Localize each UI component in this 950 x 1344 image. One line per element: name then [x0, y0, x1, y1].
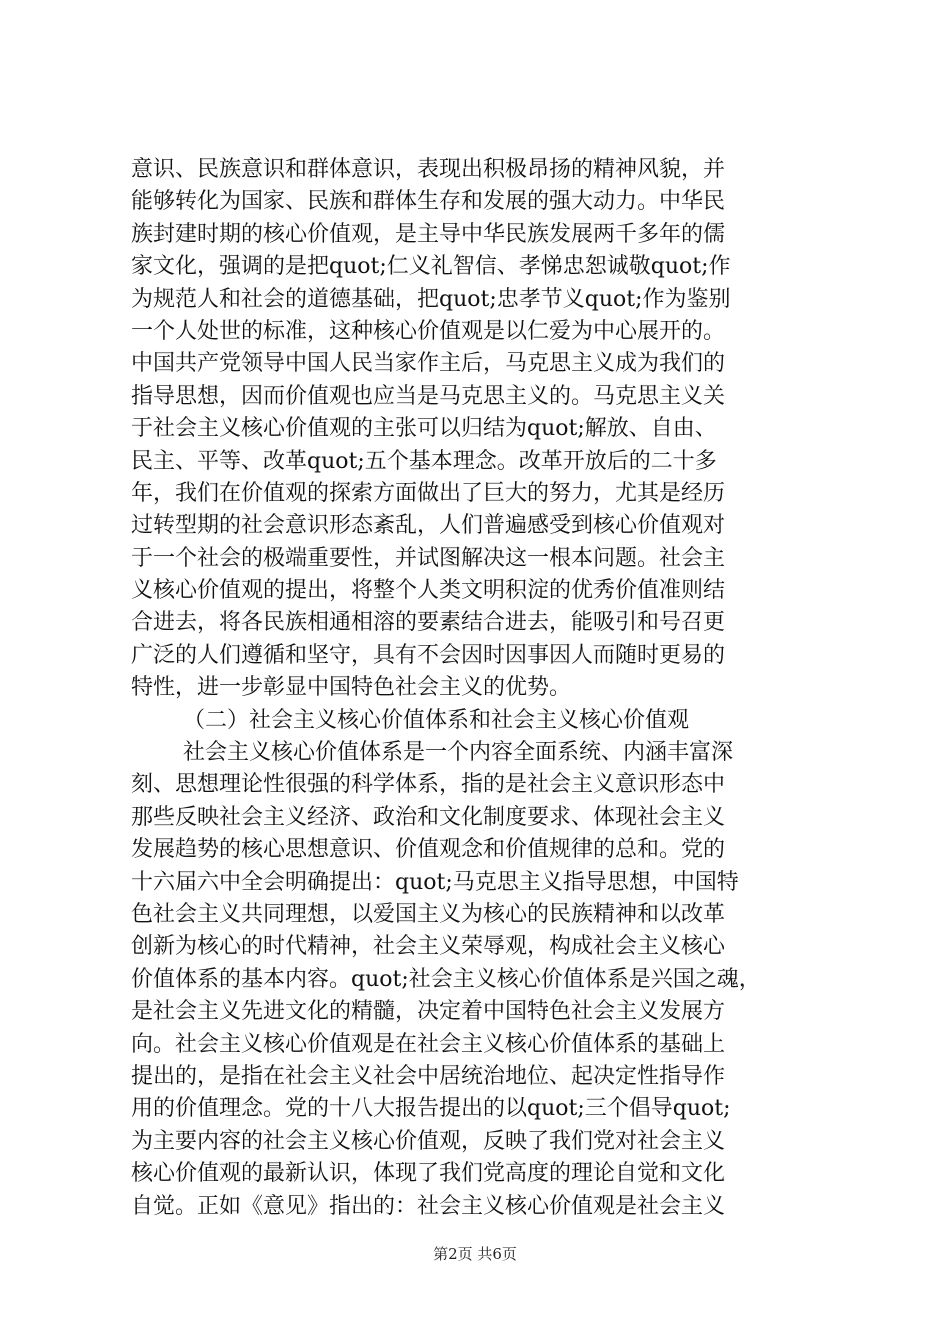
text-line: 发展趋势的核心思想意识、价值观念和价值规律的总和。党的: [131, 837, 726, 863]
text-line: 用的价值理念。党的十八大报告提出的以quot;三个倡导quot;: [131, 1096, 731, 1122]
text-line: 家文化，强调的是把quot;仁义礼智信、孝悌忠恕诚敬quot;作: [131, 254, 731, 280]
text-line: 合进去，将各民族相通相溶的要素结合进去，能吸引和号召更: [131, 610, 726, 636]
text-line: 广泛的人们遵循和坚守，具有不会因时因事因人而随时更易的: [131, 642, 726, 668]
document-body: [131, 154, 831, 1223]
text-line: 那些反映社会主义经济、政治和文化制度要求、体现社会主义: [131, 804, 726, 830]
text-line: 创新为核心的时代精神，社会主义荣辱观，构成社会主义核心: [131, 934, 726, 960]
text-line: 义核心价值观的提出，将整个人类文明积淀的优秀价值准则结: [131, 578, 726, 604]
text-line: 意识、民族意识和群体意识，表现出积极昂扬的精神风貌，并: [131, 157, 726, 182]
page-number-footer: 第2页 共6页: [433, 1245, 517, 1263]
text-line: 能够转化为国家、民族和群体生存和发展的强大动力。中华民: [131, 189, 726, 215]
text-line: 提出的，是指在社会主义社会中居统治地位、起决定性指导作: [131, 1063, 726, 1089]
text-line: 社会主义核心价值体系是一个内容全面系统、内涵丰富深: [183, 740, 734, 766]
text-line: 为主要内容的社会主义核心价值观，反映了我们党对社会主义: [131, 1128, 726, 1154]
text-line: 民主、平等、改革quot;五个基本理念。改革开放后的二十多: [131, 448, 717, 474]
text-line: 族封建时期的核心价值观，是主导中华民族发展两千多年的儒: [131, 221, 726, 247]
text-line: 价值体系的基本内容。quot;社会主义核心价值体系是兴国之魂，: [131, 966, 761, 992]
text-line: 是社会主义先进文化的精髓，决定着中国特色社会主义发展方: [131, 999, 726, 1025]
text-line: 过转型期的社会意识形态紊乱，人们普遍感受到核心价值观对: [131, 513, 726, 539]
text-line: 自觉。正如《意见》指出的：社会主义核心价值观是社会主义: [131, 1193, 726, 1219]
text-line: 于一个社会的极端重要性，并试图解决这一根本问题。社会主: [131, 545, 726, 571]
text-line: 色社会主义共同理想，以爱国主义为核心的民族精神和以改革: [131, 901, 726, 927]
text-line: 指导思想，因而价值观也应当是马克思主义的。马克思主义关: [131, 383, 726, 409]
text-line: 中国共产党领导中国人民当家作主后，马克思主义成为我们的: [131, 351, 726, 377]
text-line: 为规范人和社会的道德基础，把quot;忠孝节义quot;作为鉴别: [131, 286, 731, 312]
text-line: 特性，进一步彰显中国特色社会主义的优势。: [131, 675, 572, 701]
text-line: 年，我们在价值观的探索方面做出了巨大的努力，尤其是经历: [131, 480, 726, 506]
text-line: 一个人处世的标准，这种核心价值观是以仁爱为中心展开的。: [131, 318, 726, 344]
text-line: 于社会主义核心价值观的主张可以归结为quot;解放、自由、: [131, 416, 717, 442]
section-heading: （二）社会主义核心价值体系和社会主义核心价值观: [183, 707, 690, 733]
text-line: 核心价值观的最新认识，体现了我们党高度的理论自觉和文化: [131, 1161, 726, 1187]
text-line: 刻、思想理论性很强的科学体系，指的是社会主义意识形态中: [131, 772, 726, 798]
text-line: 十六届六中全会明确提出：quot;马克思主义指导思想，中国特: [131, 869, 739, 895]
text-line: 向。社会主义核心价值观是在社会主义核心价值体系的基础上: [131, 1031, 726, 1057]
